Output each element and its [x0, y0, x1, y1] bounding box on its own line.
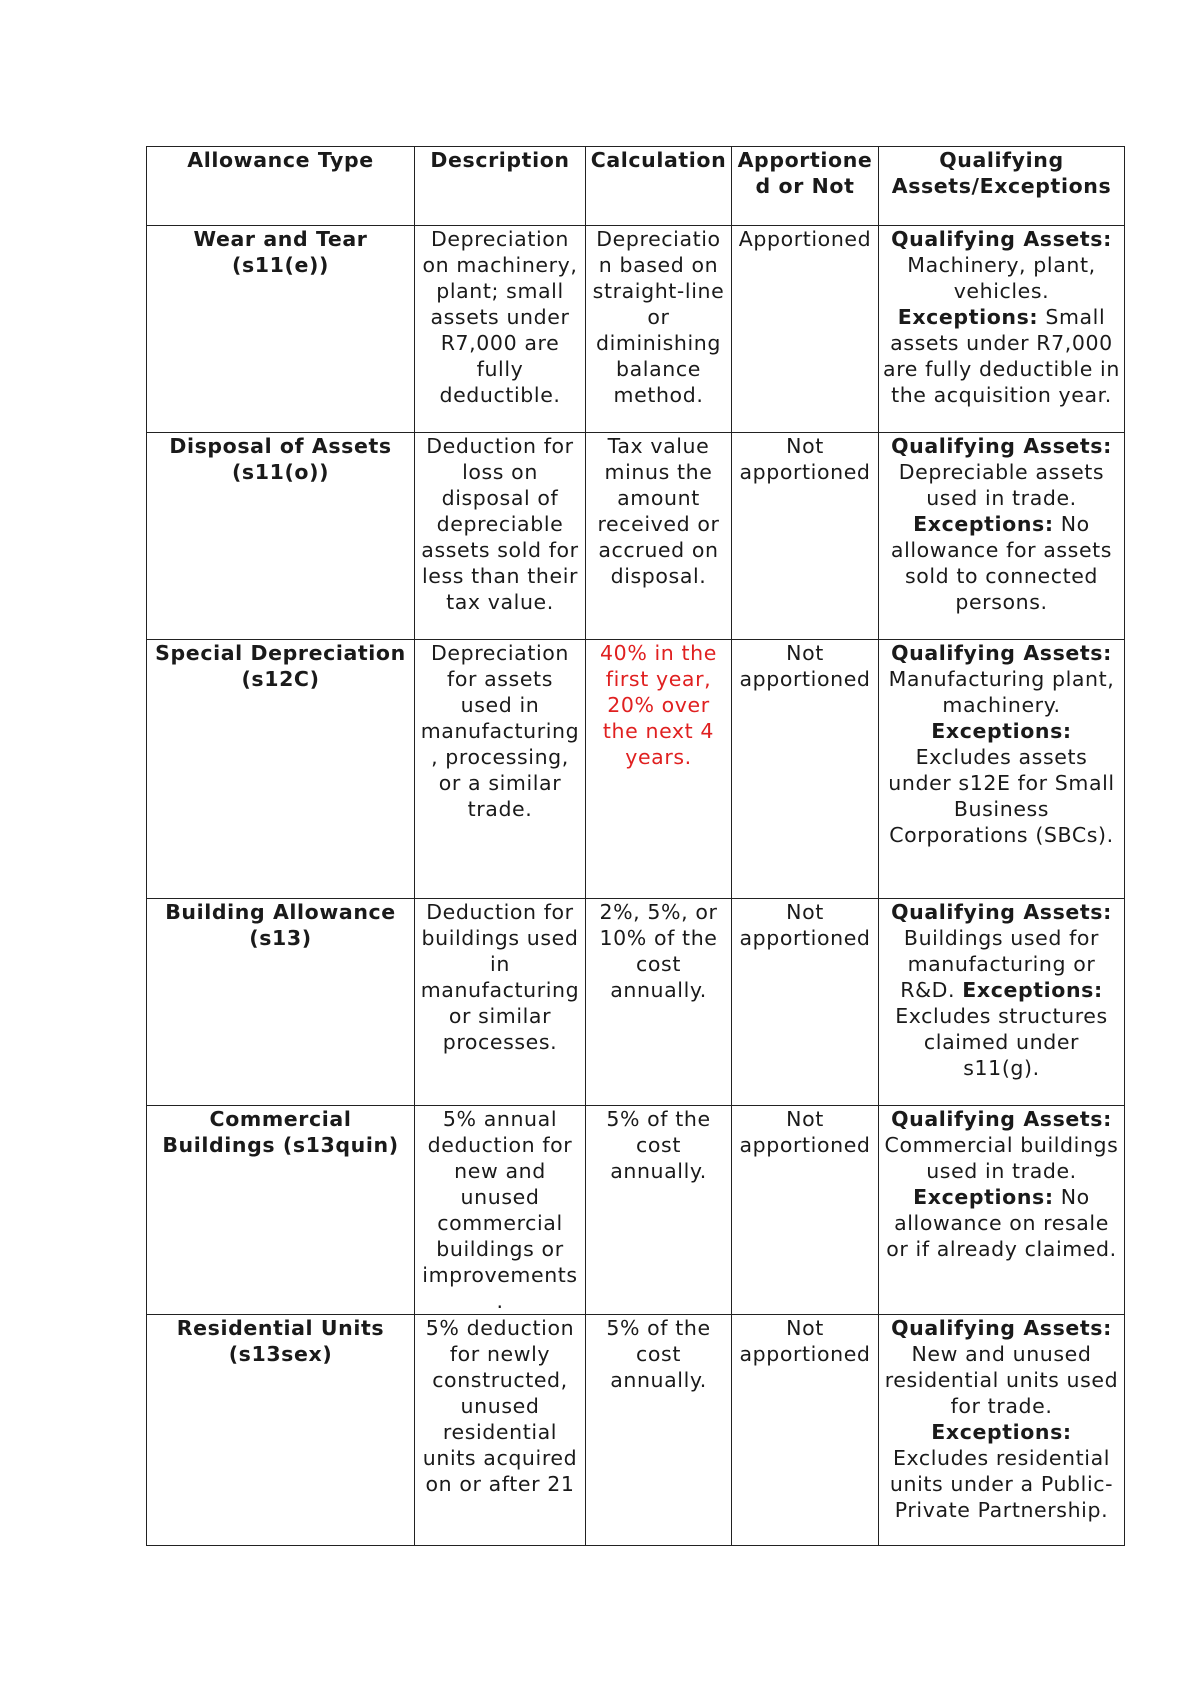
- qualifying-label: Qualifying Assets:: [891, 1316, 1112, 1340]
- table-row: [147, 899, 1125, 1106]
- apportioned-cell: Not apportioned: [732, 899, 879, 1106]
- calculation-cell: Depreciation based on straight-line or diminishing balance method.: [586, 226, 732, 433]
- table-row: [147, 1106, 1125, 1315]
- exceptions-label: Exceptions:: [913, 1185, 1054, 1209]
- exceptions-text: Excludes assets under s12E for Small Business Corporations (SBCs).: [888, 745, 1115, 847]
- exceptions-label: Exceptions:: [931, 719, 1072, 743]
- apportioned-cell: Not apportioned: [732, 640, 879, 899]
- qualifying-text: Depreciable assets used in trade.: [898, 460, 1105, 510]
- header-apportioned: Apportioned or Not: [732, 147, 879, 226]
- qualifying-cell: [879, 1106, 1125, 1315]
- exceptions-label: Exceptions:: [913, 512, 1054, 536]
- table-row: [147, 1315, 1125, 1546]
- allowance-name: Building Allowance: [165, 900, 396, 924]
- allowance-section: (s13): [249, 926, 312, 950]
- exceptions-text: Excludes residential units under a Public-Private Partnership.: [889, 1446, 1114, 1522]
- allowance-table: [146, 146, 1125, 1546]
- table-header-row: [147, 147, 1125, 226]
- allowance-name: Residential Units: [176, 1316, 385, 1340]
- calculation-cell: 2%, 5%, or 10% of the cost annually.: [586, 899, 732, 1106]
- qualifying-label: Qualifying Assets:: [891, 900, 1112, 924]
- qualifying-text: New and unused residential units used for trade.: [884, 1342, 1119, 1418]
- description-cell: Deduction for loss on disposal of depreciable assets sold for less than their tax value.: [415, 433, 586, 640]
- allowance-type-cell: [147, 1315, 415, 1546]
- allowance-type-cell: [147, 226, 415, 433]
- apportioned-cell: Not apportioned: [732, 1315, 879, 1546]
- exceptions-label: Exceptions:: [897, 305, 1039, 329]
- exceptions-text: No allowance on resale or if already claimed.: [886, 1185, 1117, 1261]
- exceptions-text: Excludes structures claimed under s11(g).: [895, 1004, 1108, 1080]
- qualifying-text: Buildings used for manufacturing or R&D.: [900, 926, 1100, 1002]
- calculation-cell: 5% of the cost annually.: [586, 1106, 732, 1315]
- description-cell: Depreciation on machinery, plant; small assets under R7,000 are fully deductible.: [415, 226, 586, 433]
- allowance-section: (s11(o)): [231, 460, 330, 484]
- table-row: [147, 640, 1125, 899]
- allowance-type-cell: [147, 433, 415, 640]
- description-cell: 5% annual deduction for new and unused commercial buildings or improvements.: [415, 1106, 586, 1315]
- calculation-cell: 40% in the first year, 20% over the next 4 years.: [586, 640, 732, 899]
- allowance-type-cell: [147, 640, 415, 899]
- qualifying-cell: [879, 433, 1125, 640]
- qualifying-label: Qualifying Assets:: [891, 1107, 1112, 1131]
- qualifying-text: Machinery, plant, vehicles.: [907, 253, 1096, 303]
- apportioned-cell: Apportioned: [732, 226, 879, 433]
- table-row: [147, 433, 1125, 640]
- description-cell: Deduction for buildings used in manufacturing or similar processes.: [415, 899, 586, 1106]
- allowance-name: Special Depreciation: [155, 641, 406, 665]
- header-calculation: Calculation: [586, 147, 732, 226]
- exceptions-label: Exceptions:: [931, 1420, 1072, 1444]
- qualifying-text: Commercial buildings used in trade.: [884, 1133, 1119, 1183]
- allowance-section: (s12C): [241, 667, 320, 691]
- qualifying-label: Qualifying Assets:: [891, 227, 1112, 251]
- header-allowance-type: Allowance Type: [147, 147, 415, 226]
- allowance-name: Wear and Tear: [193, 227, 368, 251]
- calculation-cell: 5% of the cost annually.: [586, 1315, 732, 1546]
- allowance-type-cell: [147, 899, 415, 1106]
- qualifying-label: Qualifying Assets:: [891, 641, 1112, 665]
- qualifying-cell: [879, 226, 1125, 433]
- qualifying-text: Manufacturing plant, machinery.: [888, 667, 1115, 717]
- table-row: [147, 226, 1125, 433]
- qualifying-cell: [879, 640, 1125, 899]
- allowance-section: (s11(e)): [232, 253, 329, 277]
- allowance-type-cell: [147, 1106, 415, 1315]
- allowance-section: Buildings (s13quin): [162, 1133, 399, 1157]
- allowance-name: Commercial: [209, 1107, 352, 1131]
- qualifying-cell: [879, 899, 1125, 1106]
- apportioned-cell: Not apportioned: [732, 1106, 879, 1315]
- exceptions-text: No allowance for assets sold to connected persons.: [890, 512, 1113, 614]
- description-cell: Depreciation for assets used in manufacturing, processing, or a similar trade.: [415, 640, 586, 899]
- header-description: Description: [415, 147, 586, 226]
- qualifying-cell: [879, 1315, 1125, 1546]
- header-qualifying: Qualifying Assets/Exceptions: [879, 147, 1125, 226]
- description-cell: 5% deduction for newly constructed, unused residential units acquired on or after 21: [415, 1315, 586, 1546]
- allowance-section: (s13sex): [228, 1342, 333, 1366]
- apportioned-cell: Not apportioned: [732, 433, 879, 640]
- allowance-name: Disposal of Assets: [169, 434, 392, 458]
- qualifying-label: Qualifying Assets:: [891, 434, 1112, 458]
- exceptions-text: Small assets under R7,000 are fully deductible in the acquisition year.: [883, 305, 1120, 407]
- exceptions-label: Exceptions:: [962, 978, 1103, 1002]
- calculation-cell: Tax value minus the amount received or accrued on disposal.: [586, 433, 732, 640]
